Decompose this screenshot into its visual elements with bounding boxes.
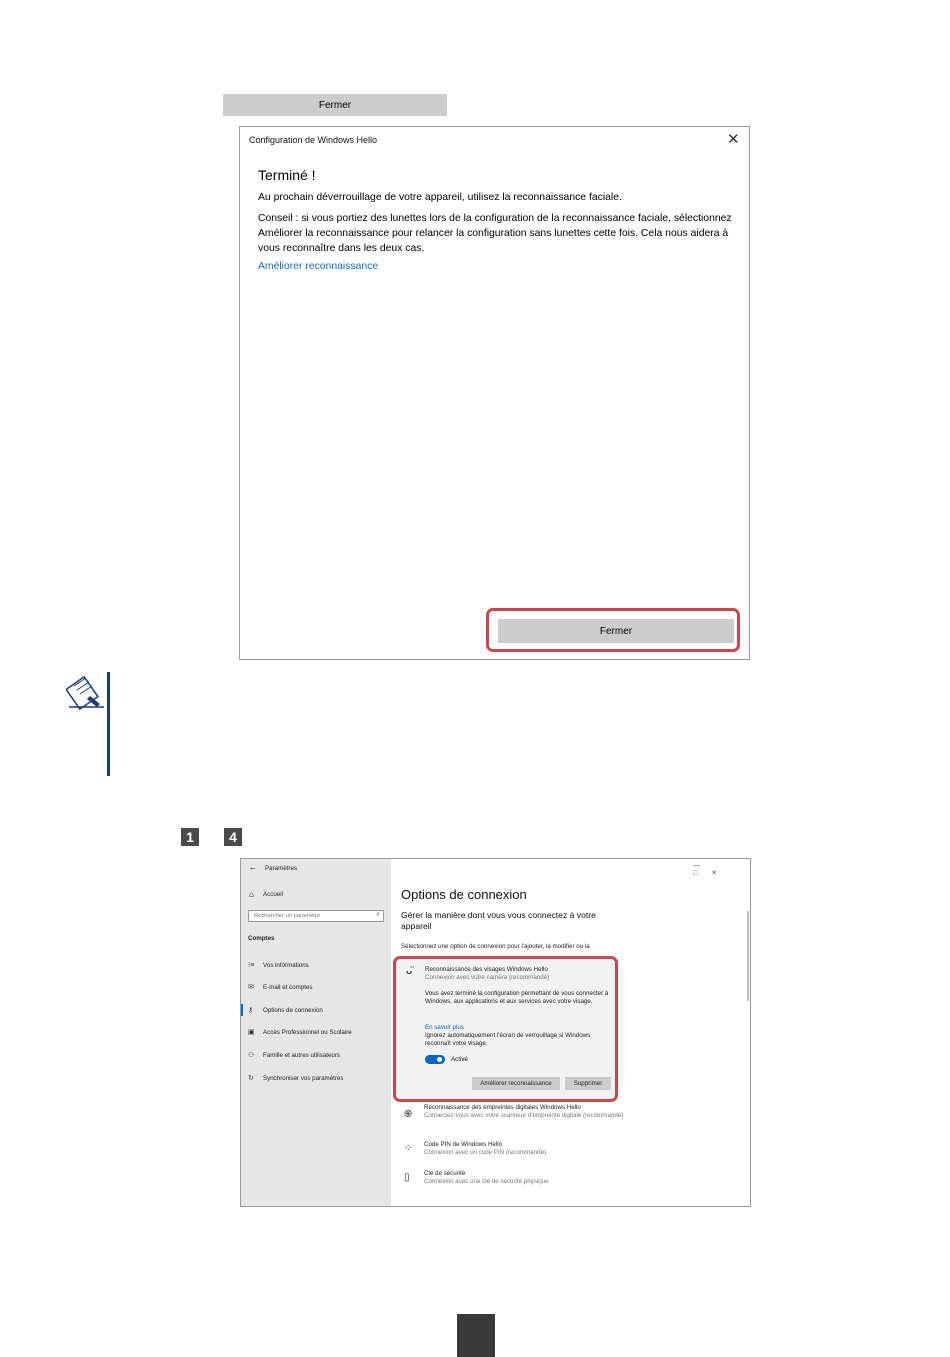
sidebar-item-sync[interactable] [241, 1072, 391, 1086]
option-title: Clé de sécurité [424, 1170, 466, 1177]
option-subtitle: Connexion avec un code PIN (recommandé) [424, 1149, 547, 1156]
option-subtitle: Connectez-vous avec votre scanneur d'empreinte digitale (recommandé) [424, 1112, 624, 1119]
back-arrow-icon[interactable]: ← [249, 863, 257, 872]
sidebar-item-home[interactable]: Accueil [263, 891, 283, 898]
fermer-button-preview[interactable]: Fermer [223, 94, 447, 116]
close-icon[interactable]: ✕ [727, 131, 740, 148]
window-title: Paramètres [265, 865, 297, 872]
option-title: Code PIN de Windows Hello [424, 1141, 503, 1148]
fingerprint-icon: ֍ [404, 1109, 413, 1120]
page-subtitle: Sélectionnez une option de connexion pour l'ajouter, la modifier ou la [401, 943, 590, 950]
sidebar-item-label: E-mail et comptes [263, 984, 313, 991]
page-description: Gérer la manière dont vous vous connectez à votre appareil [401, 910, 596, 931]
auto-dismiss-toggle[interactable] [425, 1055, 445, 1064]
toggle-knob [437, 1057, 442, 1062]
smiley-face-icon: ᴗ̈ [406, 965, 413, 977]
sidebar-item-label: Famille et autres utilisateurs [263, 1052, 341, 1059]
people-icon: ⚇ [248, 1052, 255, 1059]
page-title: Options de connexion [401, 887, 527, 902]
keypad-icon: ⁘ [404, 1143, 413, 1154]
settings-window [240, 858, 751, 1207]
search-input[interactable] [248, 910, 384, 922]
usb-key-icon: ▯ [404, 1172, 410, 1183]
search-icon: ⌕ [376, 911, 380, 918]
sidebar-item-email[interactable] [241, 981, 391, 995]
toggle-label: Activé [451, 1056, 468, 1063]
scrollbar[interactable] [747, 911, 749, 1001]
note-bar [107, 672, 110, 776]
sidebar-item-label: Accès Professionnel ou Scolaire [263, 1029, 352, 1036]
option-title: Reconnaissance des empreintes digitales Windows Hello [424, 1104, 581, 1111]
sidebar-item-label: Vos informations [263, 962, 309, 969]
search-placeholder: Rechercher un paramètre [254, 913, 321, 919]
windows-hello-dialog [239, 126, 750, 660]
learn-more-link[interactable]: En savoir plus [425, 1024, 464, 1031]
sidebar-item-label: Options de connexion [263, 1007, 323, 1014]
improve-recognition-button[interactable]: Améliorer reconnaissance [472, 1077, 560, 1090]
face-recognition-panel[interactable] [393, 956, 618, 1102]
settings-sidebar [241, 859, 391, 1206]
sidebar-item-label: Synchroniser vos paramètres [263, 1075, 344, 1082]
step-4-icon: 4 [224, 828, 242, 846]
person-list-icon: ⁝≡ [248, 962, 255, 969]
face-option-subtitle: Connexion avec votre caméra (recommandé) [425, 974, 550, 981]
dialog-tip: Conseil : si vous portiez des lunettes lors de la configuration de la reconnaissance faciale, sélectionnez Améliorer la reconnaissance pour relancer la configuration sans lunettes cette fois. Cela nous aidera à vous reconnaître dans les deux cas. [258, 213, 732, 254]
page-number-tab [457, 1314, 495, 1357]
sidebar-section-title: Comptes [248, 935, 275, 942]
improve-recognition-link[interactable]: Améliorer reconnaissance [258, 261, 379, 272]
note-pencil-icon [66, 676, 106, 712]
sidebar-item-signin-options[interactable] [241, 1004, 391, 1018]
briefcase-icon: ▣ [248, 1029, 255, 1036]
close-button[interactable]: Fermer [498, 619, 734, 643]
step-1-icon: 1 [181, 828, 199, 846]
face-option-message: Vous avez terminé la configuration permettant de vous connecter à Windows, aux applications et aux services avec votre visage. [425, 990, 609, 1005]
face-option-title: Reconnaissance des visages Windows Hello [425, 966, 548, 973]
key-icon: ⚷ [248, 1007, 254, 1014]
window-controls[interactable]: —□✕ [693, 862, 732, 877]
sidebar-item-info[interactable] [241, 959, 391, 973]
dialog-heading: Terminé ! [258, 167, 316, 183]
dialog-message: Au prochain déverrouillage de votre appareil, utilisez la reconnaissance faciale. [258, 192, 622, 203]
sidebar-item-family[interactable] [241, 1049, 391, 1063]
home-icon: ⌂ [249, 890, 254, 899]
option-subtitle: Connexion avec une clé de sécurité physique [424, 1178, 549, 1185]
sidebar-item-work-access[interactable] [241, 1026, 391, 1040]
remove-button[interactable]: Supprimer [565, 1077, 611, 1090]
auto-dismiss-text: Ignorez automatiquement l'écran de verrouillage si Windows reconnaît votre visage. [425, 1032, 591, 1047]
dialog-title: Configuration de Windows Hello [249, 135, 378, 145]
mail-icon: ✉ [248, 984, 254, 991]
sync-icon: ↻ [248, 1075, 254, 1082]
